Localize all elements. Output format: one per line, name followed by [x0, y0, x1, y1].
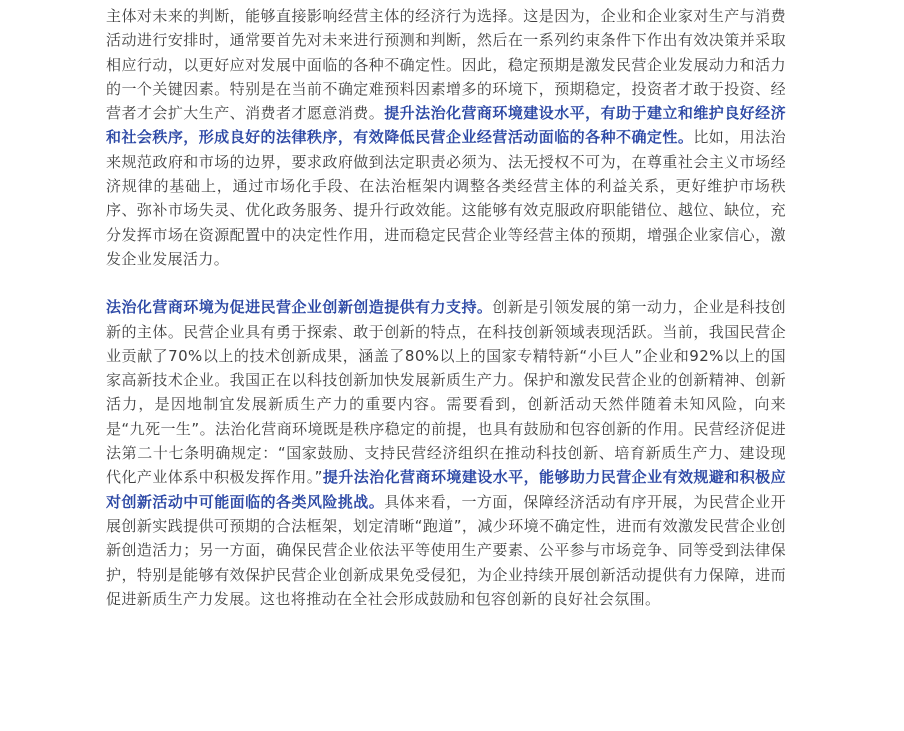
- article-paragraph-2: [106, 295, 786, 611]
- article-paragraph-1: [106, 4, 786, 271]
- paragraph-2-text-1: 创新是引领发展的第一动力，企业是科技创新的主体。民营企业具有勇于探索、敢于创新的特点，在科技创新领域表现活跃。当前，我国民营企业贡献了70%以上的技术创新成果，涵盖了80%以上的国家专精特新“小巨人”企业和92%以上的国家高新技术企业。我国正在以科技创新加快发展新质生产力。保护和激发民营企业的创新精神、创新活力，是因地制宜发展新质生产力的重要内容。需要看到，创新活动天然伴随着未知风险，向来是“九死一生”。法治化营商环境既是秩序稳定的前提，也具有鼓励和包容创新的作用。民营经济促进法第二十七条明确规定：“国家鼓励、支持民营经济组织在推动科技创新、培育新质生产力、建设现代化产业体系中积极发挥作用。”: [106, 298, 786, 487]
- paragraph-1-highlight: 提升法治化营商环境建设水平，有助于建立和维护良好经济和社会秩序，形成良好的法律秩序，有效降低民营企业经营活动面临的各种不确定性。: [106, 104, 786, 147]
- paragraph-1-text-2: 比如，用法治来规范政府和市场的边界，要求政府做到法定职责必须为、法无授权不可为，在尊重社会主义市场经济规律的基础上，通过市场化手段、在法治框架内调整各类经营主体的利益关系，更好维护市场秩序、弥补市场失灵、优化政务服务、提升行政效能。这能够有效克服政府职能错位、越位、缺位，充分发挥市场在资源配置中的决定性作用，进而稳定民营企业等经营主体的预期，增强企业家信心，激发企业发展活力。: [106, 128, 786, 268]
- article-body: [106, 4, 786, 611]
- paragraph-2-highlight: 提升法治化营商环境建设水平，能够助力民营企业有效规避和积极应对创新活动中可能面临的各类风险挑战。: [106, 468, 786, 511]
- paragraph-1-text-1: 主体对未来的判断，能够直接影响经营主体的经济行为选择。这是因为，企业和企业家对生产与消费活动进行安排时，通常要首先对未来进行预测和判断，然后在一系列约束条件下作出有效决策并采取相应行动，以更好应对发展中面临的各种不确定性。因此，稳定预期是激发民营企业发展动力和活力的一个关键因素。特别是在当前不确定难预料因素增多的环境下，预期稳定，投资者才敢于投资、经营者才会扩大生产、消费者才愿意消费。: [106, 7, 786, 123]
- paragraph-2-lead-highlight: 法治化营商环境为促进民营企业创新创造提供有力支持。: [106, 298, 493, 317]
- paragraph-2-text-2: 具体来看，一方面，保障经济活动有序开展，为民营企业开展创新实践提供可预期的合法框架，划定清晰“跑道”，减少环境不确定性，进而有效激发民营企业创新创造活力；另一方面，确保民营企业依法平等使用生产要素、公平参与市场竞争、同等受到法律保护，特别是能够有效保护民营企业创新成果免受侵犯，为企业持续开展创新活动提供有力保障，进而促进新质生产力发展。这也将推动在全社会形成鼓励和包容创新的良好社会氛围。: [106, 492, 786, 608]
